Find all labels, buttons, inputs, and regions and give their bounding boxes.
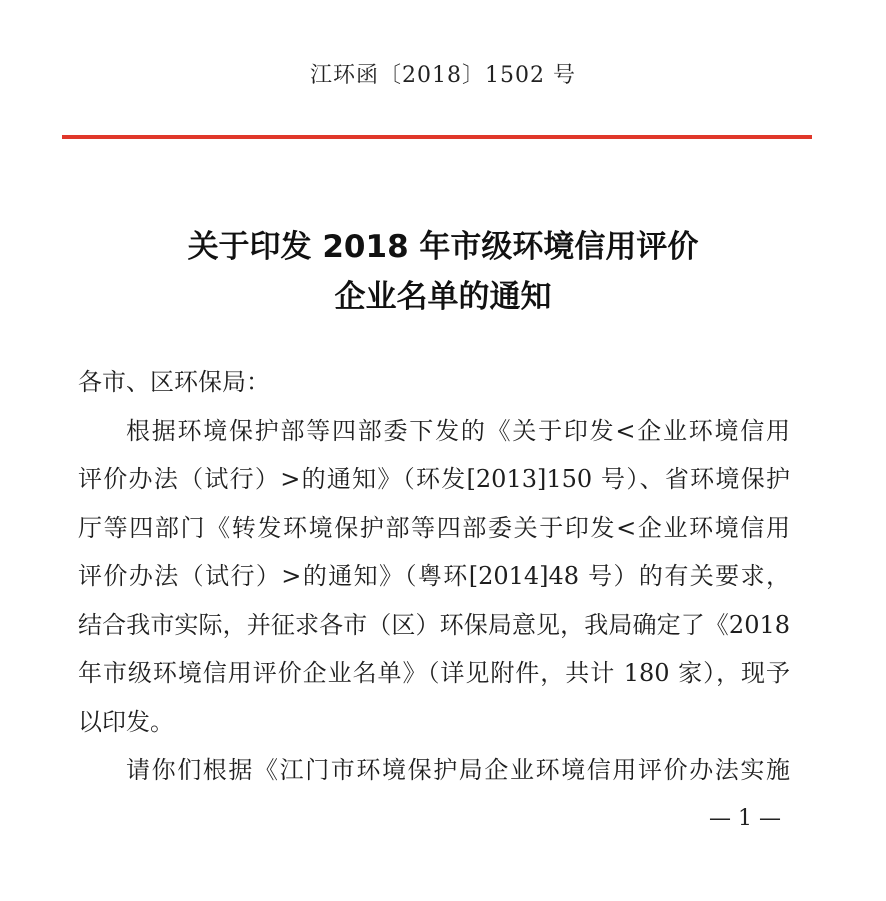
document-title xyxy=(0,222,886,322)
document-body xyxy=(78,358,790,795)
body-line: 年市级环境信用评价企业名单》（详见附件，共计 180 家），现予 xyxy=(78,659,790,687)
page-number: — 1 — xyxy=(709,806,781,831)
body-line: 以印发。 xyxy=(78,707,174,736)
red-header-rule xyxy=(62,135,812,139)
title-line-2: 企业名单的通知 xyxy=(334,279,552,315)
body-line: 请你们根据《江门市环境保护局企业环境信用评价办法实施 xyxy=(126,756,790,784)
body-line: 评价办法（试行）>的通知》（环发[2013]150 号）、省环境保护 xyxy=(78,465,790,493)
document-number: 江环函〔2018〕1502 号 xyxy=(310,63,576,88)
title-line-1: 关于印发 2018 年市级环境信用评价 xyxy=(187,229,699,265)
body-line: 厅等四部门《转发环境保护部等四部委关于印发<企业环境信用 xyxy=(78,513,790,542)
body-line: 评价办法（试行）>的通知》（粤环[2014]48 号）的有关要求， xyxy=(78,562,790,590)
salutation: 各市、区环保局： xyxy=(78,368,270,396)
body-line: 结合我市实际，并征求各市（区）环保局意见，我局确定了《2018 xyxy=(78,610,790,639)
body-line: 根据环境保护部等四部委下发的《关于印发<企业环境信用 xyxy=(126,416,790,445)
